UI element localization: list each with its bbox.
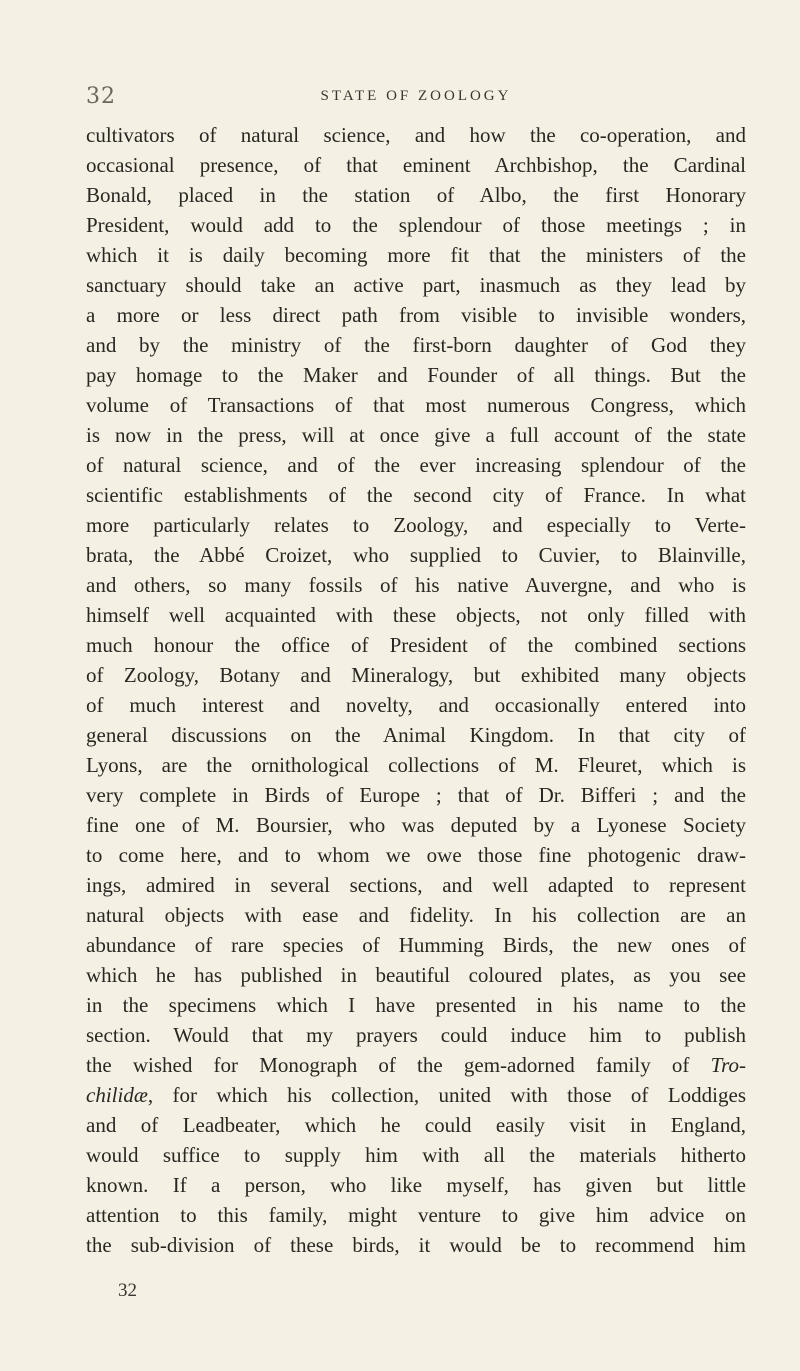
text-line: pay homage to the Maker and Founder of all things. But the: [86, 363, 746, 387]
text-line: Lyons, are the ornithological collections of M. Fleuret, which is: [86, 753, 746, 777]
text-line: of Zoology, Botany and Mineralogy, but exhibited many objects: [86, 663, 746, 687]
text-line: would suffice to supply him with all the materials hitherto: [86, 1143, 746, 1167]
text-line: cultivators of natural science, and how the co-operation, and: [86, 123, 746, 147]
text-line: known. If a person, who like myself, has given but little: [86, 1173, 746, 1197]
page-number: 32: [86, 84, 116, 109]
body-text: [86, 120, 746, 1260]
text-line: the wished for Monograph of the gem-adorned family of Tro-: [86, 1053, 746, 1077]
text-line: which it is daily becoming more fit that the ministers of the: [86, 243, 746, 267]
text-line: scientific establishments of the second city of France. In what: [86, 483, 746, 507]
text-line: more particularly relates to Zoology, and especially to Verte-: [86, 513, 746, 537]
text-line: very complete in Birds of Europe ; that of Dr. Bifferi ; and the: [86, 783, 746, 807]
text-line: which he has published in beautiful coloured plates, as you see: [86, 963, 746, 987]
text-line: the sub-division of these birds, it would be to recommend him: [86, 1233, 746, 1257]
text-line: fine one of M. Boursier, who was deputed by a Lyonese Society: [86, 813, 746, 837]
text-line: chilidæ, for which his collection, united with those of Loddiges: [86, 1083, 746, 1107]
text-line: in the specimens which I have presented in his name to the: [86, 993, 746, 1017]
text-line: section. Would that my prayers could induce him to publish: [86, 1023, 746, 1047]
text-line: general discussions on the Animal Kingdom. In that city of: [86, 723, 746, 747]
text-line: of much interest and novelty, and occasionally entered into: [86, 693, 746, 717]
text-line: Bonald, placed in the station of Albo, the first Honorary: [86, 183, 746, 207]
text-line: volume of Transactions of that most numerous Congress, which: [86, 393, 746, 417]
running-head: [86, 84, 746, 112]
text-line: abundance of rare species of Humming Birds, the new ones of: [86, 933, 746, 957]
text-line: a more or less direct path from visible to invisible wonders,: [86, 303, 746, 327]
running-title: STATE OF ZOOLOGY: [320, 88, 512, 104]
text-line: himself well acquainted with these objects, not only filled with: [86, 603, 746, 627]
text-line: brata, the Abbé Croizet, who supplied to Cuvier, to Blainville,: [86, 543, 746, 567]
text-line: ings, admired in several sections, and well adapted to represent: [86, 873, 746, 897]
text-line: to come here, and to whom we owe those fine photogenic draw-: [86, 843, 746, 867]
text-line: of natural science, and of the ever increasing splendour of the: [86, 453, 746, 477]
text-line: occasional presence, of that eminent Archbishop, the Cardinal: [86, 153, 746, 177]
text-line: President, would add to the splendour of those meetings ; in: [86, 213, 746, 237]
italic-fragment: Tro-: [710, 1053, 746, 1077]
footer-folio: 32: [118, 1280, 137, 1301]
text-line: natural objects with ease and fidelity. In his collection are an: [86, 903, 746, 927]
text-line: and others, so many fossils of his native Auvergne, and who is: [86, 573, 746, 597]
italic-fragment: chilidæ: [86, 1083, 148, 1107]
text-line: sanctuary should take an active part, inasmuch as they lead by: [86, 273, 746, 297]
text-line: and by the ministry of the first-born daughter of God they: [86, 333, 746, 357]
text-line: much honour the office of President of the combined sections: [86, 633, 746, 657]
text-line: attention to this family, might venture to give him advice on: [86, 1203, 746, 1227]
text-line: is now in the press, will at once give a full account of the state: [86, 423, 746, 447]
text-line: and of Leadbeater, which he could easily visit in England,: [86, 1113, 746, 1137]
